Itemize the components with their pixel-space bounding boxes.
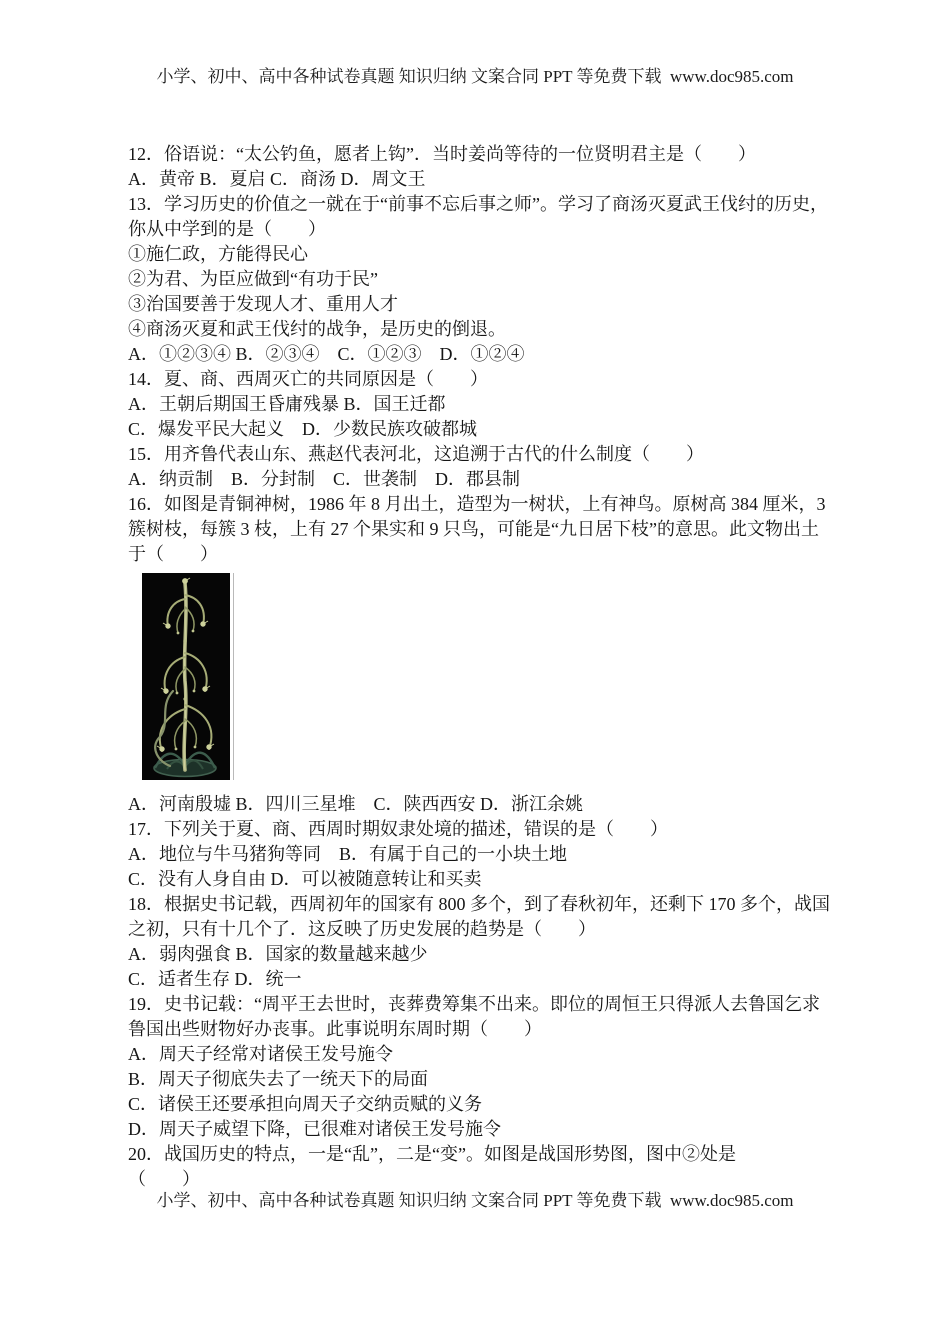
q12-options: A．黄帝 B．夏启 C．商汤 D．周文王 (128, 169, 426, 189)
header-download-banner: 小学、初中、高中各种试卷真题 知识归纳 文案合同 PPT 等免费下载 www.doc985.com (156, 67, 794, 86)
q16-stem-line3: 于（ ） (128, 544, 218, 564)
q20-stem: 20．战国历史的特点，一是“乱”，二是“变”。如图是战国形势图，图中②处是 (128, 1144, 736, 1164)
q19-option-c: C．诸侯王还要承担向周天子交纳贡赋的义务 (128, 1094, 483, 1114)
q13-item-3: ③治国要善于发现人才、重用人才 (128, 294, 398, 314)
q16-stem-line1: 16．如图是青铜神树，1986 年 8 月出土，造型为一树状，上有神鸟。原树高 384 厘米，3 (128, 494, 826, 514)
q14-options-cd: C．爆发平民大起义 D．少数民族攻破都城 (128, 419, 478, 439)
q15-stem: 15．用齐鲁代表山东、燕赵代表河北，这追溯于古代的什么制度（ ） (128, 444, 704, 464)
q18-stem-line1: 18．根据史书记载，西周初年的国家有 800 多个，到了春秋初年，还剩下 170 多个，战国 (128, 894, 830, 914)
questions-block-lower (128, 792, 830, 1192)
q14-options-ab: A．王朝后期国王昏庸残暴 B．国王迁都 (128, 394, 446, 414)
q16-stem-line2: 簇树枝，每簇 3 枝，上有 27 个果实和 9 只鸟，可能是“九日居下枝”的意思。此文物出土 (128, 519, 819, 539)
q14-stem: 14．夏、商、西周灭亡的共同原因是（ ） (128, 369, 488, 389)
q13-item-4: ④商汤灭夏和武王伐纣的战争，是历史的倒退。 (128, 319, 506, 339)
q13-item-2: ②为君、为臣应做到“有功于民” (128, 269, 378, 289)
bronze-tree-figure (142, 573, 230, 780)
q19-stem-line1: 19．史书记载：“周平王去世时，丧葬费筹集不出来。即位的周恒王只得派人去鲁国乞求 (128, 994, 820, 1014)
q20-answer-paren: （ ） (128, 1169, 200, 1189)
q16-options: A．河南殷墟 B．四川三星堆 C．陕西西安 D．浙江余姚 (128, 794, 584, 814)
q13-stem-line2: 你从中学到的是（ ） (128, 219, 326, 239)
q19-option-d: D．周天子威望下降，已很难对诸侯王发号施令 (128, 1119, 501, 1139)
q13-item-1: ①施仁政，方能得民心 (128, 244, 308, 264)
footer-download-banner: 小学、初中、高中各种试卷真题 知识归纳 文案合同 PPT 等免费下载 www.doc985.com (156, 1191, 794, 1210)
q15-options: A．纳贡制 B．分封制 C．世袭制 D．郡县制 (128, 469, 521, 489)
q12-stem: 12．俗语说：“太公钓鱼，愿者上钩”．当时姜尚等待的一位贤明君主是（ ） (128, 144, 756, 164)
questions-block-upper (128, 142, 828, 567)
q17-options-cd: C．没有人身自由 D．可以被随意转让和买卖 (128, 869, 482, 889)
q19-option-b: B．周天子彻底失去了一统天下的局面 (128, 1069, 429, 1089)
q18-stem-line2: 之初，只有十几个了．这反映了历史发展的趋势是（ ） (128, 919, 596, 939)
figure-right-divider-line (233, 573, 234, 780)
q18-options-ab: A．弱肉强食 B．国家的数量越来越少 (128, 944, 428, 964)
q17-options-ab: A．地位与牛马猪狗等同 B．有属于自己的一小块土地 (128, 844, 568, 864)
bronze-tree-photo (142, 573, 230, 780)
q13-stem-line1: 13．学习历史的价值之一就在于“前事不忘后事之师”。学习了商汤灭夏武王伐纣的历史， (128, 194, 828, 214)
q19-option-a: A．周天子经常对诸侯王发号施令 (128, 1044, 393, 1064)
q18-options-cd: C．适者生存 D．统一 (128, 969, 302, 989)
q13-options: A．①②③④ B．②③④ C．①②③ D．①②④ (128, 344, 525, 364)
q17-stem: 17．下列关于夏、商、西周时期奴隶处境的描述，错误的是（ ） (128, 819, 668, 839)
q19-stem-line2: 鲁国出些财物好办丧事。此事说明东周时期（ ） (128, 1019, 542, 1039)
